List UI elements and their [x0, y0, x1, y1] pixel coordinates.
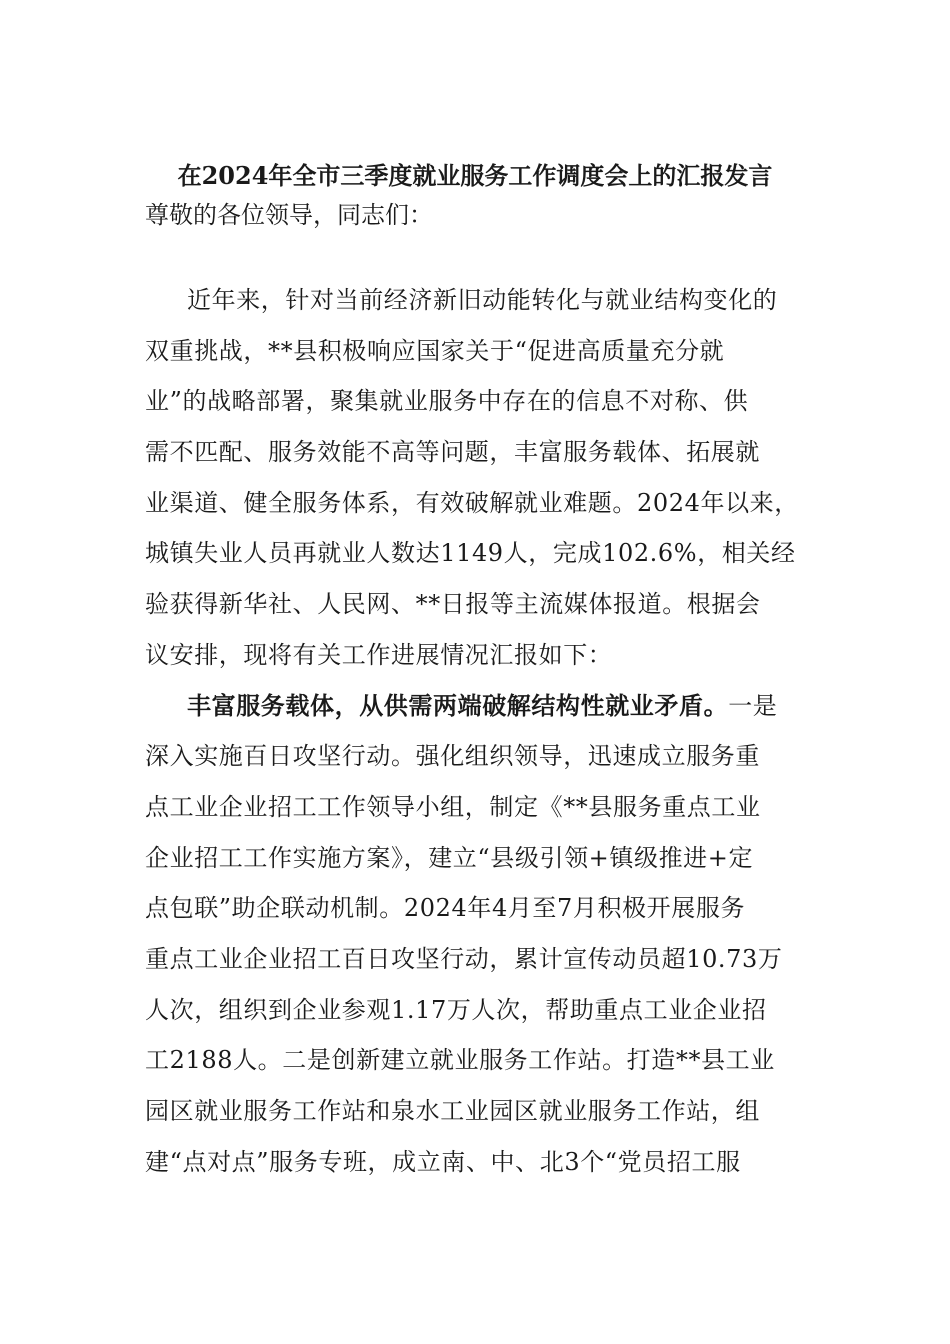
document-body: [145, 280, 825, 1192]
paragraph-line: 近年来，针对当前经济新旧动能转化与就业结构变化的: [187, 286, 778, 314]
paragraph-line: 业渠道、健全服务体系，有效破解就业难题。2024年以来，: [145, 488, 799, 517]
paragraph-line: 点包联”助企联动机制。2024年4月至7月积极开展服务: [145, 894, 746, 923]
paragraph-line: 验获得新华社、人民网、**日报等主流媒体报道。根据会: [145, 590, 761, 619]
salutation: 尊敬的各位领导，同志们：: [145, 201, 433, 229]
paragraph-line-tail: 一是: [728, 691, 778, 720]
section-heading: 丰富服务载体，从供需两端破解结构性就业矛盾。: [187, 690, 729, 720]
paragraph-line: 企业招工工作实施方案》，建立“县级引领+镇级推进+定: [145, 843, 754, 872]
paragraph-line: 重点工业企业招工百日攻坚行动，累计宣传动员超10.73万: [145, 944, 783, 973]
paragraph-line: 议安排，现将有关工作进展情况汇报如下：: [145, 640, 613, 669]
document-title: 在2024年全市三季度就业服务工作调度会上的汇报发言: [177, 161, 773, 190]
paragraph-line: 建“点对点”服务专班，成立南、中、北3个“党员招工服: [145, 1147, 741, 1176]
paragraph-line: 业”的战略部署，聚集就业服务中存在的信息不对称、供: [145, 387, 749, 416]
paragraph-line: 深入实施百日攻坚行动。强化组织领导，迅速成立服务重: [145, 742, 760, 771]
paragraph-line: 需不匹配、服务效能不高等问题，丰富服务载体、拓展就: [145, 438, 760, 467]
paragraph-line: 工2188人。二是创新建立就业服务工作站。打造**县工业: [145, 1046, 775, 1075]
paragraph-line: 人次，组织到企业参观1.17万人次，帮助重点工业企业招: [145, 995, 767, 1024]
paragraph-line: 园区就业服务工作站和泉水工业园区就业服务工作站，组: [145, 1097, 760, 1125]
paragraph-line: 点工业企业招工工作领导小组，制定《**县服务重点工业: [145, 792, 761, 821]
paragraph-line: 城镇失业人员再就业人数达1149人，完成102.6%，相关经: [145, 539, 796, 568]
paragraph-heading-line: [145, 686, 825, 737]
paragraph-line: 双重挑战，**县积极响应国家关于“促进高质量充分就: [145, 336, 725, 365]
